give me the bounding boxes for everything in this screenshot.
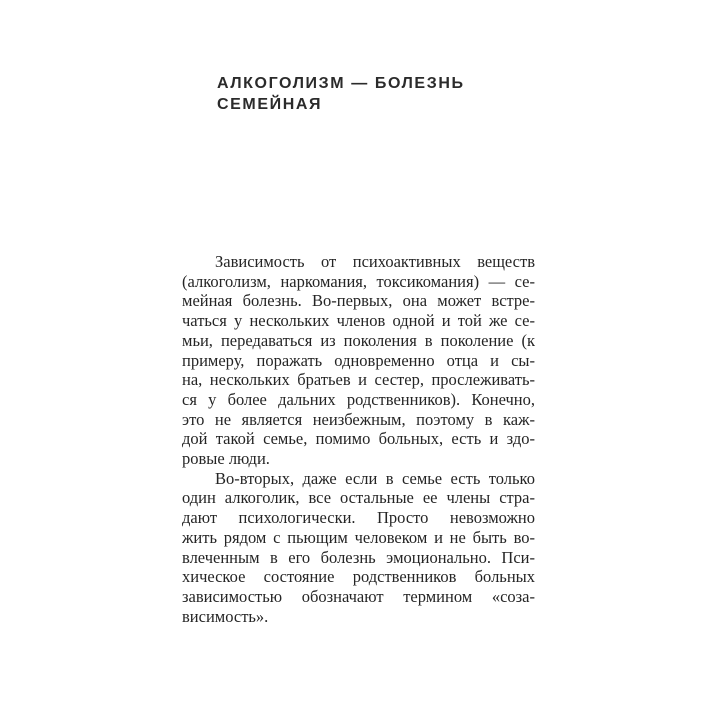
- text-line: один алкоголик, все остальные ее члены стра-: [182, 488, 535, 508]
- text-line: чаться у нескольких членов одной и той же се-: [182, 311, 535, 331]
- text-line: на, нескольких братьев и сестер, прослеживать-: [182, 370, 535, 390]
- chapter-title-line-2: СЕМЕЙНАЯ: [217, 95, 323, 113]
- chapter-title-line-1: АЛКОГОЛИЗМ — БОЛЕЗНЬ: [217, 75, 465, 92]
- text-line: ровые люди.: [182, 449, 270, 469]
- text-line: Зависимость от психоактивных веществ: [215, 252, 535, 271]
- paragraph: [182, 252, 535, 469]
- text-line: это не является неизбежным, поэтому в каж-: [182, 409, 535, 429]
- text-line: жить рядом с пьющим человеком и не быть во-: [182, 527, 535, 547]
- text-line: Во-вторых, даже если в семье есть только: [215, 468, 535, 488]
- text-line: (алкоголизм, наркомания, токсикомания) — се-: [182, 271, 535, 291]
- text-line: дают психологически. Просто невозможно: [182, 508, 535, 528]
- text-line: висимость».: [182, 606, 269, 626]
- text-line: дой такой семье, помимо больных, есть и здо-: [182, 429, 535, 449]
- text-line: мьи, передаваться из поколения в поколение (к: [182, 330, 535, 350]
- text-line: влеченным в его болезнь эмоционально. Пси-: [182, 547, 535, 567]
- text-line: зависимостью обозначают термином «соза-: [182, 586, 535, 606]
- paragraph: [182, 469, 535, 627]
- text-line: ся у более дальних родственников). Конечно,: [182, 389, 535, 409]
- text-line: примеру, поражать одновременно отца и сы-: [182, 350, 535, 370]
- text-line: мейная болезнь. Во-первых, она может встре-: [182, 291, 535, 311]
- text-line: хическое состояние родственников больных: [182, 567, 535, 587]
- chapter-title: [217, 74, 465, 115]
- body-text-column: [182, 252, 535, 626]
